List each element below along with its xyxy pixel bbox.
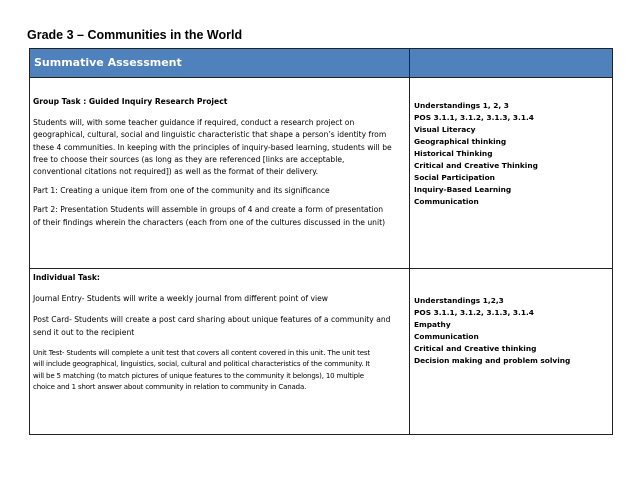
outcome-item: Understandings 1, 2, 3 — [414, 101, 509, 110]
header-right-text — [410, 49, 612, 56]
group-task-desc-line: free to choose their sources (as long as they are referenced [links are acceptable, — [33, 154, 345, 164]
outcome-item: POS 3.1.1, 3.1.2, 3.1.3, 3.1.4 — [414, 308, 534, 317]
unit-test-text — [33, 348, 406, 394]
group-task-outcomes-cell — [410, 78, 613, 269]
group-task-description — [33, 117, 406, 178]
journal-entry-text: Journal Entry- Students will write a weekly journal from different point of view — [33, 294, 328, 304]
outcome-item: Critical and Creative Thinking — [414, 161, 538, 170]
outcome-item: Understandings 1,2,3 — [414, 296, 504, 305]
group-task-cell — [30, 78, 410, 269]
group-task-desc-line: these 4 communities. In keeping with the principles of inquiry-based learning, students will be — [33, 142, 392, 152]
individual-task-cell — [30, 269, 410, 435]
outcome-item: Geographical thinking — [414, 137, 507, 146]
unit-test-line: will include geographical, linguistics, social, cultural and political characteristics of the community. It — [33, 360, 370, 369]
header-cell-left — [30, 49, 410, 78]
group-task-desc-line: conventional citations not required]) as well as the format of their delivery. — [33, 167, 319, 177]
outcome-item: Communication — [414, 332, 479, 341]
individual-task-heading: Individual Task: — [33, 273, 100, 282]
page-title: Grade 3 – Communities in the World — [27, 28, 243, 42]
group-task-part2-line: Part 2: Presentation Students will assemble in groups of 4 and create a form of presentation — [33, 205, 384, 215]
outcome-item: Historical Thinking — [414, 149, 493, 158]
group-task-part2-line: of their findings wherein the characters (each from one of the cultures discussed in the unit) — [33, 217, 386, 227]
unit-test-line: Unit Test- Students will complete a unit test that covers all content covered in this unit. The unit test — [33, 348, 370, 357]
unit-test-line: choice and 1 short answer about community in relation to community in Canada. — [33, 383, 307, 392]
individual-task-outcomes-list — [410, 269, 612, 367]
individual-task-row — [30, 269, 613, 435]
table-header-row — [30, 49, 613, 78]
group-task-heading: Group Task : Guided Inquiry Research Project — [33, 97, 228, 106]
group-task-part2 — [33, 204, 406, 228]
outcome-item: POS 3.1.1, 3.1.2, 3.1.3, 3.1.4 — [414, 113, 534, 122]
outcome-item: Inquiry-Based Learning — [414, 185, 512, 194]
header-cell-right — [410, 49, 613, 78]
outcome-item: Communication — [414, 197, 479, 206]
outcome-item: Visual Literacy — [414, 125, 476, 134]
post-card-line: send it out to the recipient — [33, 327, 135, 337]
outcome-item: Social Participation — [414, 173, 495, 182]
outcome-item: Empathy — [414, 320, 451, 329]
summative-assessment-heading: Summative Assessment — [34, 56, 182, 69]
assessment-table — [29, 48, 613, 435]
outcome-item: Decision making and problem solving — [414, 356, 571, 365]
post-card-line: Post Card- Students will create a post card sharing about unique features of a community and — [33, 315, 391, 325]
group-task-part1: Part 1: Creating a unique item from one of the community and its significance — [33, 186, 330, 196]
individual-task-outcomes-cell — [410, 269, 613, 435]
group-task-row — [30, 78, 613, 269]
post-card-text — [33, 314, 406, 338]
outcome-item: Critical and Creative thinking — [414, 344, 537, 353]
group-task-outcomes-list — [410, 78, 612, 208]
unit-test-line: will be 5 matching (to match pictures of unique features to the community it belongs), 10 multiple — [33, 371, 364, 380]
group-task-desc-line: geographical, cultural, social and linguistic characteristic that shape a person’s identity from — [33, 130, 387, 140]
group-task-desc-line: Students will, with some teacher guidance if required, conduct a research project on — [33, 118, 355, 128]
